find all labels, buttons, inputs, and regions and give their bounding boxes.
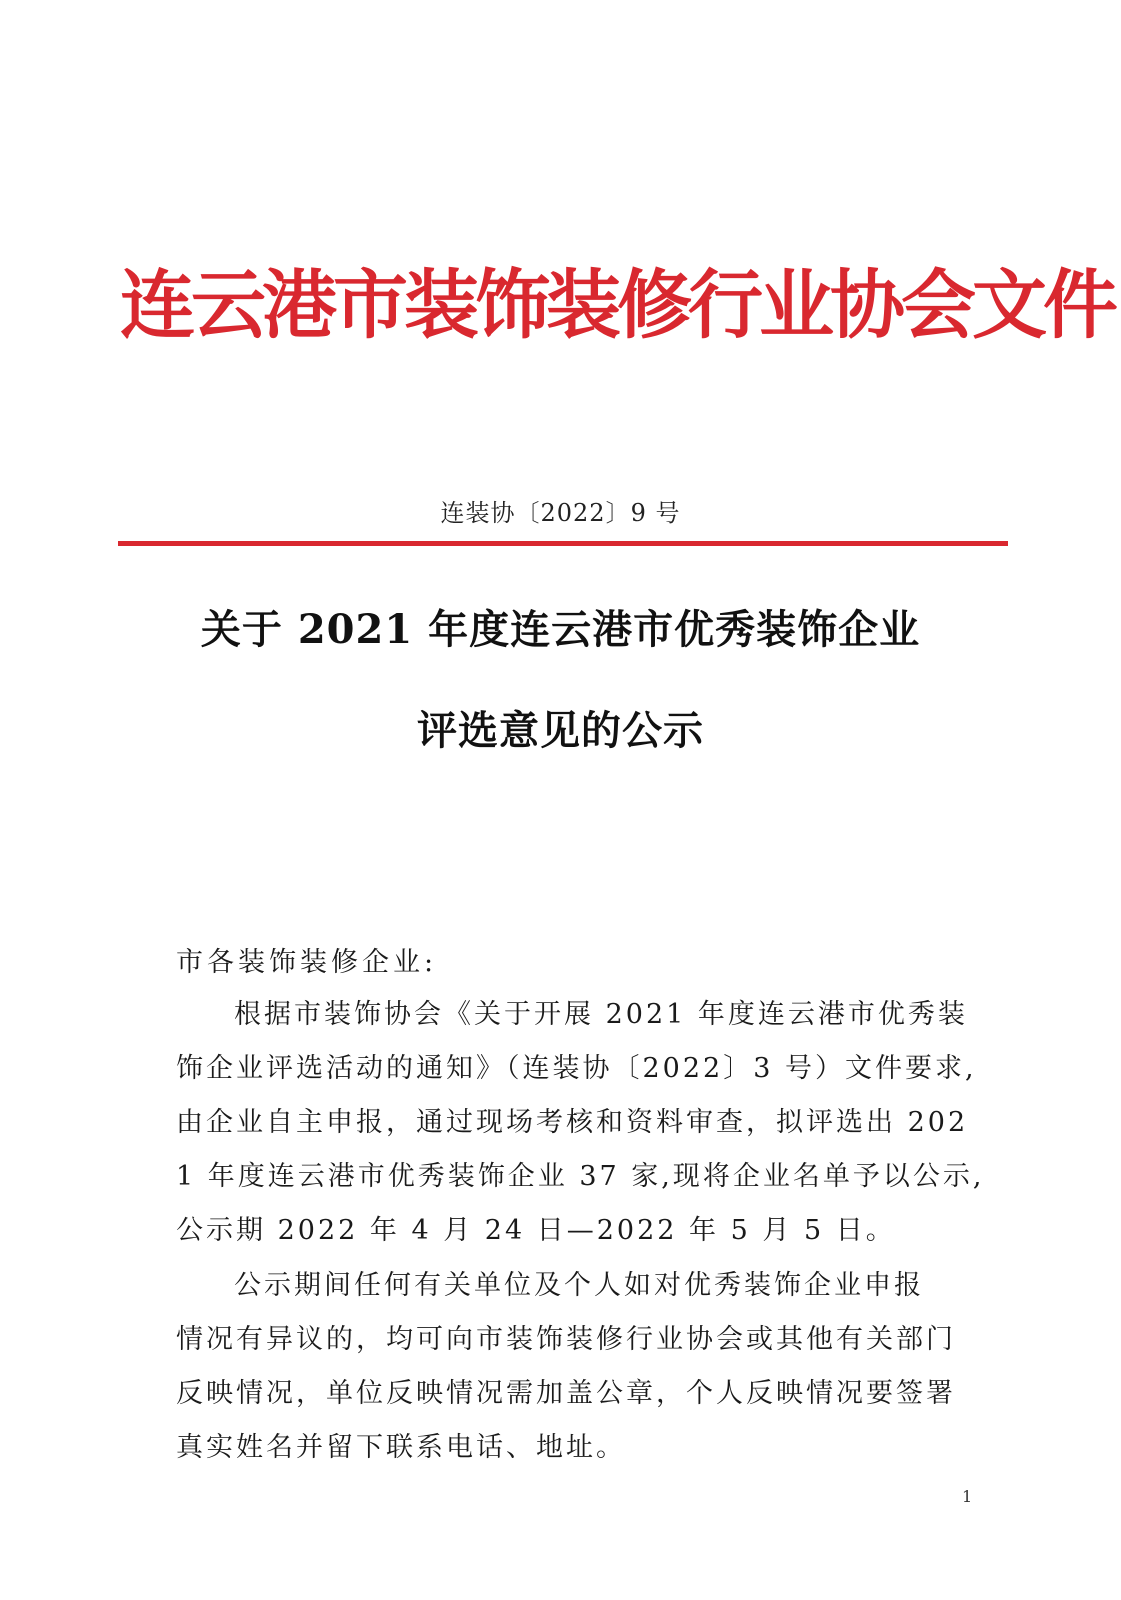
paragraph-line: 1 年度连云港市优秀装饰企业 37 家,现将企业名单予以公示, [176,1161,985,1192]
paragraph-line: 真实姓名并留下联系电话、地址。 [176,1432,626,1463]
page-number: 1 [962,1487,973,1506]
document-number: 连装协〔2022〕9 号 [440,499,681,527]
paragraph-line: 公示期 2022 年 4 月 24 日—2022 年 5 月 5 日。 [176,1215,896,1246]
notice-title-line-1: 关于 2021 年度连云港市优秀装饰企业 [200,606,921,653]
paragraph-line: 公示期间任何有关单位及个人如对优秀装饰企业申报 [234,1270,924,1301]
body-paragraph-1 [176,988,985,1258]
notice-title-line-2: 评选意见的公示 [417,707,704,754]
paragraph-line: 饰企业评选活动的通知》（连装协〔2022〕3 号）文件要求, [176,1053,977,1084]
paragraph-line: 反映情况，单位反映情况需加盖公章，个人反映情况要签署 [176,1378,956,1409]
body-paragraph-2 [176,1259,976,1475]
paragraph-line: 情况有异议的，均可向市装饰装修行业协会或其他有关部门 [176,1324,956,1355]
paragraph-line: 根据市装饰协会《关于开展 2021 年度连云港市优秀装 [234,999,968,1030]
paragraph-line: 由企业自主申报，通过现场考核和资料审查，拟评选出 202 [176,1107,969,1138]
masthead-title: 连云港市装饰装修行业协会文件 [120,261,1115,349]
salutation: 市各装饰装修企业: [176,947,438,978]
red-divider-rule [118,541,1008,546]
